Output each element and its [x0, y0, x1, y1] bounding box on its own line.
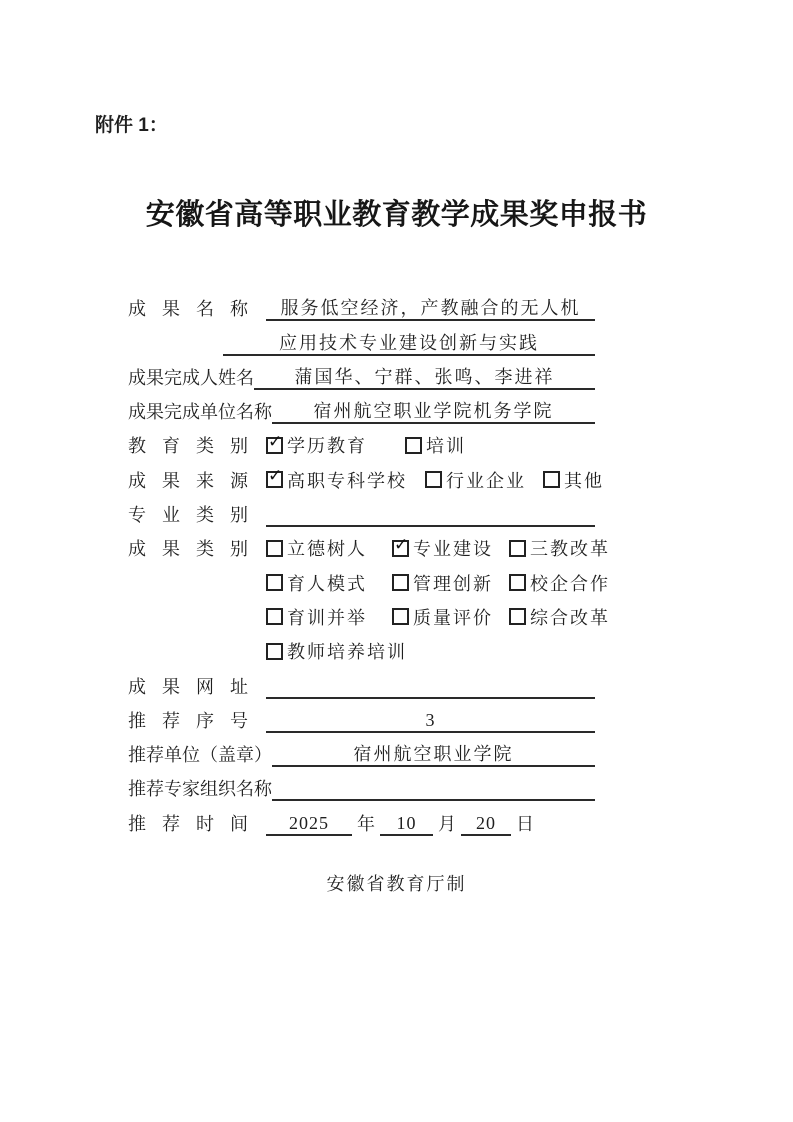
- form-row-authors: [128, 356, 595, 390]
- field-label: 成果完成人姓名: [128, 367, 254, 388]
- form-row-category-4: [128, 630, 595, 664]
- field-label: 教育类别: [128, 436, 248, 457]
- checkbox-label: 育训并举: [287, 607, 367, 628]
- checkbox-label: 三教改革: [530, 539, 610, 560]
- achievement-name-field-line2[interactable]: 应用技术专业建设创新与实践: [223, 332, 595, 356]
- checkbox-option[interactable]: [392, 604, 509, 630]
- recommend-date-month-field[interactable]: 10: [380, 812, 433, 836]
- year-unit-label: 年: [357, 813, 375, 834]
- checkbox-label: 其他: [564, 470, 604, 491]
- field-label: 成果来源: [128, 470, 248, 491]
- day-unit-label: 日: [516, 813, 534, 834]
- education-type-options: [266, 432, 595, 458]
- checkbox-label: 管理创新: [413, 573, 493, 594]
- checkbox-option[interactable]: [509, 535, 610, 561]
- field-label: 成果完成单位名称: [128, 402, 272, 423]
- checkbox-label: 校企合作: [530, 573, 610, 594]
- checkbox-icon: [266, 540, 283, 557]
- source-options: [266, 467, 604, 493]
- expert-organization-field[interactable]: [272, 799, 595, 801]
- checkbox-label: 教师培养培训: [287, 642, 407, 663]
- application-form: [128, 287, 610, 836]
- checkbox-option[interactable]: [266, 604, 392, 630]
- checkbox-label: 学历教育: [287, 436, 367, 457]
- checkbox-label: 综合改革: [530, 607, 610, 628]
- page-title: 安徽省高等职业教育教学成果奖申报书: [145, 199, 648, 231]
- major-category-field[interactable]: [266, 525, 595, 527]
- checkbox-label: 育人模式: [287, 573, 367, 594]
- checkbox-icon: [266, 643, 283, 660]
- checkbox-option[interactable]: [266, 432, 405, 458]
- form-row-category-1: [128, 527, 610, 561]
- checkbox-option[interactable]: [392, 535, 509, 561]
- checkbox-label: 培训: [426, 436, 466, 457]
- form-row-achievement-name: [128, 287, 595, 321]
- checkbox-icon: [392, 608, 409, 625]
- achievement-name-field-line1[interactable]: 服务低空经济，产教融合的无人机: [266, 297, 595, 321]
- field-label: 推荐时间: [128, 813, 248, 834]
- recommend-date-day-field[interactable]: 20: [461, 812, 511, 836]
- field-label: 成果类别: [128, 539, 248, 560]
- form-row-major-category: [128, 493, 595, 527]
- checkbox-icon: [266, 608, 283, 625]
- checkbox-label: 立德树人: [287, 539, 367, 560]
- checkbox-option[interactable]: [266, 638, 407, 664]
- checkbox-option[interactable]: [266, 535, 392, 561]
- form-row-category-3: [128, 596, 610, 630]
- category-options-row3: [266, 604, 610, 630]
- form-row-category-2: [128, 561, 610, 595]
- month-unit-label: 月: [438, 813, 456, 834]
- checkbox-option[interactable]: [509, 604, 610, 630]
- category-options-row1: [266, 535, 610, 561]
- checkbox-label: 高职专科学校: [287, 470, 407, 491]
- checkbox-option[interactable]: [405, 432, 466, 458]
- checkbox-icon: [509, 574, 526, 591]
- field-label: 推荐专家组织名称: [128, 779, 272, 800]
- checkbox-icon: [266, 437, 283, 454]
- checkbox-icon: [509, 540, 526, 557]
- form-row-recommend-number: [128, 699, 595, 733]
- checkbox-option[interactable]: [509, 570, 610, 596]
- form-row-organization: [128, 390, 595, 424]
- recommend-unit-field[interactable]: 宿州航空职业学院: [272, 743, 595, 767]
- checkbox-option[interactable]: [392, 570, 509, 596]
- checkbox-option[interactable]: [543, 467, 604, 493]
- category-options-row2: [266, 570, 610, 596]
- checkbox-icon: [392, 574, 409, 591]
- form-row-source: [128, 458, 604, 492]
- checkbox-label: 行业企业: [446, 470, 526, 491]
- checkbox-icon: [392, 540, 409, 557]
- authors-field[interactable]: 蒲国华、宁群、张鸣、李进祥: [254, 366, 595, 390]
- attachment-label: 附件 1：: [95, 115, 168, 136]
- checkbox-icon: [509, 608, 526, 625]
- form-row-expert-organization: [128, 767, 595, 801]
- form-row-url: [128, 664, 595, 698]
- field-label: 专业类别: [128, 505, 248, 526]
- form-row-education-type: [128, 424, 595, 458]
- form-row-achievement-name-2: [128, 321, 595, 355]
- checkbox-option[interactable]: [266, 467, 425, 493]
- checkbox-icon: [425, 471, 442, 488]
- checkbox-option[interactable]: [266, 570, 392, 596]
- form-row-recommend-date: [128, 801, 595, 835]
- recommend-number-field[interactable]: 3: [266, 709, 595, 733]
- checkbox-icon: [266, 471, 283, 488]
- field-label: 推荐单位（盖章）: [128, 745, 272, 766]
- issuer-footer: 安徽省教育厅制: [326, 874, 467, 894]
- checkbox-label: 质量评价: [413, 607, 493, 628]
- recommend-date-year-field[interactable]: 2025: [266, 812, 352, 836]
- field-label: 成果网址: [128, 676, 248, 697]
- checkbox-icon: [543, 471, 560, 488]
- checkbox-icon: [266, 574, 283, 591]
- checkbox-option[interactable]: [425, 467, 543, 493]
- organization-field[interactable]: 宿州航空职业学院机务学院: [272, 400, 595, 424]
- checkbox-icon: [405, 437, 422, 454]
- achievement-url-field[interactable]: [266, 697, 595, 699]
- field-label: 推荐序号: [128, 710, 248, 731]
- field-label: 成果名称: [128, 299, 248, 320]
- checkbox-label: 专业建设: [413, 539, 493, 560]
- form-row-recommend-unit: [128, 733, 595, 767]
- category-options-row4: [266, 638, 595, 664]
